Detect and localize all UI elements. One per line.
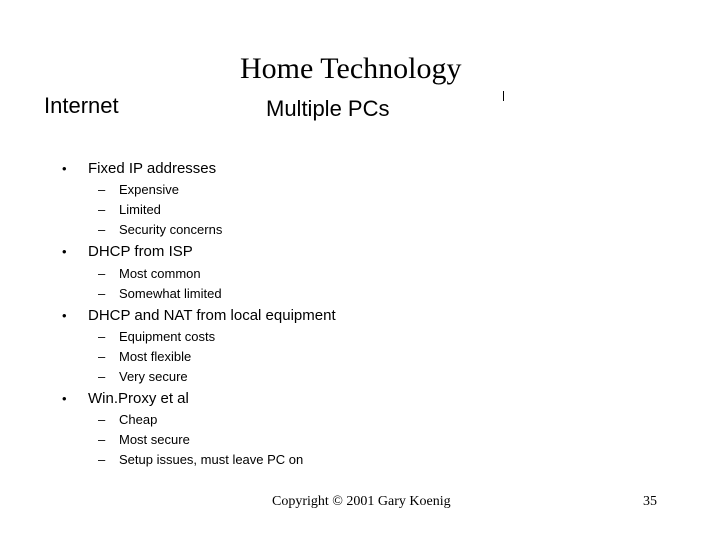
sub-bullet-text: Very secure (119, 369, 188, 384)
subtitle-multiple-pcs: Multiple PCs (266, 96, 390, 121)
sub-bullet-item (98, 329, 216, 345)
dash-marker: – (98, 452, 106, 467)
page-number: 35 (643, 494, 657, 509)
dash-marker: – (98, 222, 106, 237)
sub-bullet-item (98, 412, 158, 428)
bullet-marker: • (62, 308, 67, 323)
copyright-footer: Copyright © 2001 Gary Koenig (272, 494, 451, 509)
dash-marker: – (98, 286, 106, 301)
bullet-text: DHCP from ISP (88, 243, 193, 260)
dash-marker: – (98, 412, 106, 427)
bullet-text: Fixed IP addresses (88, 160, 217, 177)
sub-bullet-text: Somewhat limited (119, 286, 222, 301)
sub-bullet-text: Equipment costs (119, 329, 216, 344)
subtitle-internet: Internet (44, 93, 119, 118)
dash-marker: – (98, 266, 106, 281)
dash-marker: – (98, 202, 106, 217)
sub-bullet-text: Setup issues, must leave PC on (119, 452, 304, 467)
bullet-item (62, 160, 217, 178)
slide-title: Home Technology (240, 52, 462, 85)
sub-bullet-text: Cheap (119, 412, 158, 427)
bullet-marker: • (62, 244, 67, 259)
bullet-text: Win.Proxy et al (88, 390, 189, 407)
dash-marker: – (98, 329, 106, 344)
sub-bullet-item (98, 266, 201, 282)
dash-marker: – (98, 432, 106, 447)
dash-marker: – (98, 369, 106, 384)
sub-bullet-item (98, 202, 161, 218)
dash-marker: – (98, 349, 106, 364)
dash-marker: – (98, 182, 106, 197)
sub-bullet-text: Most secure (119, 432, 190, 447)
sub-bullet-text: Expensive (119, 182, 179, 197)
sub-bullet-item (98, 286, 222, 302)
sub-bullet-text: Most flexible (119, 349, 192, 364)
bullet-text: DHCP and NAT from local equipment (88, 307, 336, 324)
sub-bullet-item (98, 182, 179, 198)
bullet-marker: • (62, 161, 67, 176)
bullet-item (62, 390, 189, 408)
bullet-marker: • (62, 391, 67, 406)
sub-bullet-item (98, 432, 190, 448)
sub-bullet-item (98, 349, 192, 365)
sub-bullet-text: Limited (119, 202, 161, 217)
sub-bullet-text: Security concerns (119, 222, 223, 237)
sub-bullet-text: Most common (119, 266, 201, 281)
text-cursor-mark (503, 91, 504, 101)
bullet-item (62, 243, 193, 261)
sub-bullet-item (98, 452, 304, 468)
bullet-item (62, 307, 336, 325)
sub-bullet-item (98, 369, 188, 385)
sub-bullet-item (98, 222, 223, 238)
